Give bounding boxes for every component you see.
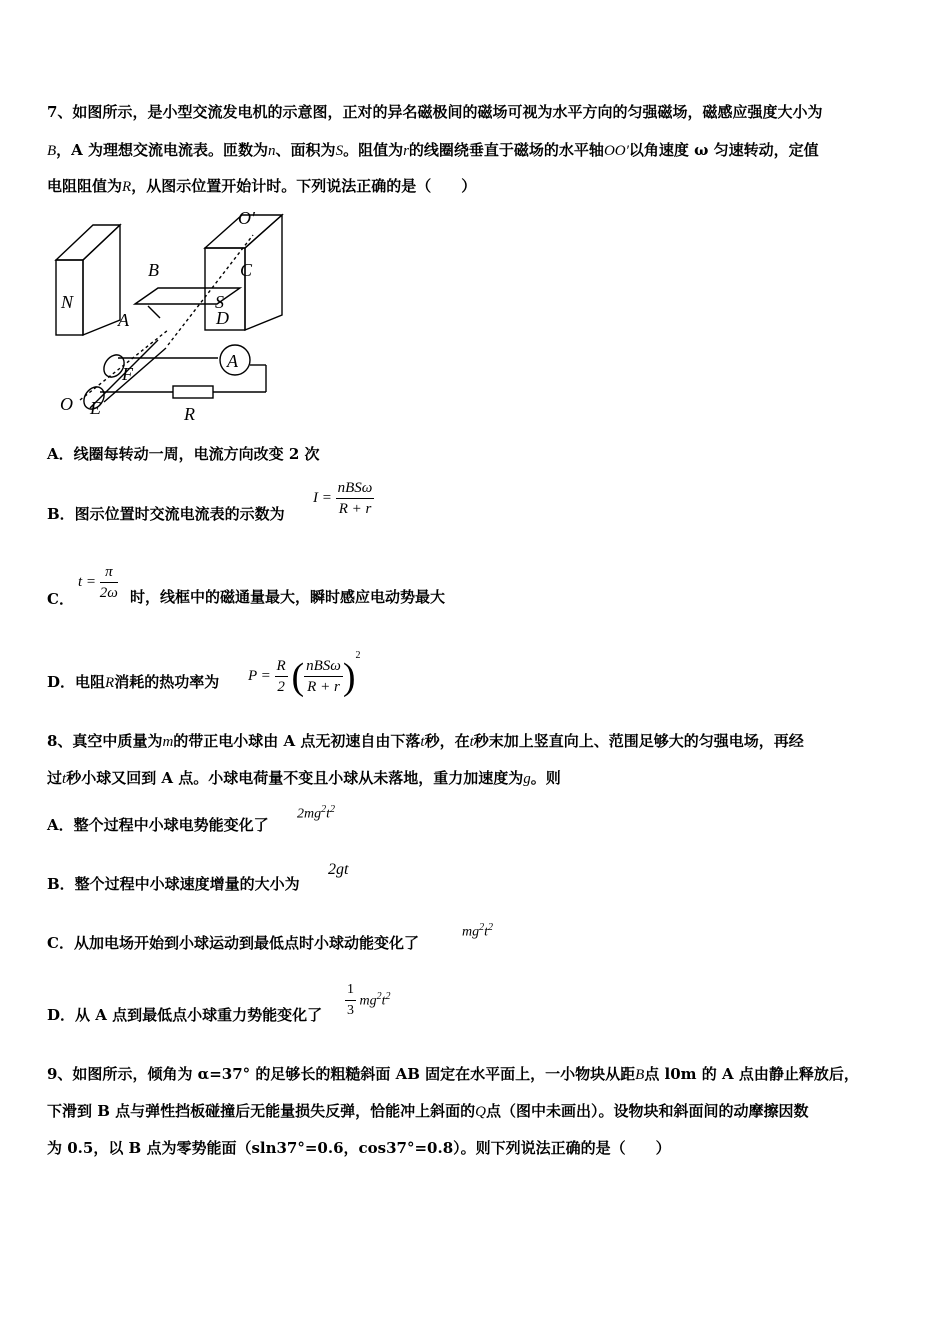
- q8-option-d: D．从 A 点到最低点小球重力势能变化了: [47, 1006, 323, 1024]
- q7-option-b: B．图示位置时交流电流表的示数为: [47, 505, 285, 523]
- label-c: C: [240, 260, 253, 280]
- q8-option-d-formula: $\frac{1}{3}$ $mg^2t^2$: [347, 982, 391, 1018]
- label-o-prime: O′: [238, 210, 255, 228]
- label-a: A: [118, 310, 129, 330]
- label-b: B: [148, 260, 159, 280]
- q9-line1: 9、如图所示，倾角为 α=37° 的足够长的粗糙斜面 AB 固定在水平面上，一小物块从距B点 l0m 的 A 点由静止释放后，: [47, 1065, 859, 1083]
- q8-option-c: C．从加电场开始到小球运动到最低点时小球动能变化了: [47, 934, 419, 952]
- q7-line1: 7、如图所示，是小型交流发电机的示意图，正对的异名磁极间的磁场可视为水平方向的匀强磁场，磁感应强度大小为: [47, 103, 823, 121]
- q7-line2: B，A 为理想交流电流表。匝数为n、面积为S。阻值为r的线圈绕垂直于磁场的水平轴OO′以角速度 ω 匀速转动，定值: [47, 141, 819, 159]
- q8-option-a: A．整个过程中小球电势能变化了: [47, 816, 269, 834]
- q8-option-c-formula: $mg^2t^2$: [462, 922, 494, 940]
- label-e: E: [90, 398, 101, 418]
- q7-option-a: A．线圈每转动一周，电流方向改变 2 次: [47, 445, 320, 463]
- q8-option-b-formula: 2gt: [328, 861, 349, 878]
- q8-line1: 8、真空中质量为m的带正电小球由 A 点无初速自由下落t秒，在t秒末加上竖直向上、范围足够大的匀强电场，再经: [47, 732, 804, 750]
- label-s: S: [215, 292, 224, 312]
- label-d: D: [216, 308, 229, 328]
- label-r: R: [184, 404, 195, 424]
- label-o: O: [60, 394, 73, 414]
- ammeter-label: A: [227, 351, 238, 371]
- q7-option-d: D．电阻R消耗的热功率为: [47, 673, 220, 691]
- q7-option-b-formula: I = $\frac{\text{nBSω}}{R + r}$: [313, 480, 373, 517]
- q7-option-c-formula: t = $\frac{\pi}{2\omega}$: [78, 564, 118, 601]
- q7-option-c-text: 时，线框中的磁通量最大，瞬时感应电动势最大: [130, 588, 446, 606]
- q9-line2: 下滑到 B 点与弹性挡板碰撞后无能量损失反弹，恰能冲上斜面的Q点（图中未画出）。设物块和斜面间的动摩擦因数: [47, 1102, 809, 1120]
- q8-line2: 过t秒小球又回到 A 点。小球电荷量不变且小球从未落地，重力加速度为g。则: [47, 769, 561, 787]
- generator-figure: [48, 210, 288, 425]
- label-f: F: [122, 364, 133, 384]
- q7-option-d-formula: P = $\frac{R}{2}$ ( $\frac{\text{nBSω}}{R + r}$ )$^2$: [248, 650, 361, 698]
- q8-option-b: B．整个过程中小球速度增量的大小为: [47, 875, 300, 893]
- q8-option-a-formula: $2mg^2t^2$: [297, 804, 336, 822]
- q7-line3: 电阻阻值为R，从图示位置开始计时。下列说法正确的是（ ）: [47, 177, 477, 195]
- q9-line3: 为 0.5，以 B 点为零势能面（sln37°=0.6，cos37°=0.8）。则下列说法正确的是（ ）: [47, 1139, 671, 1157]
- q7-option-c-label: C．: [47, 590, 74, 608]
- label-n: N: [61, 292, 74, 312]
